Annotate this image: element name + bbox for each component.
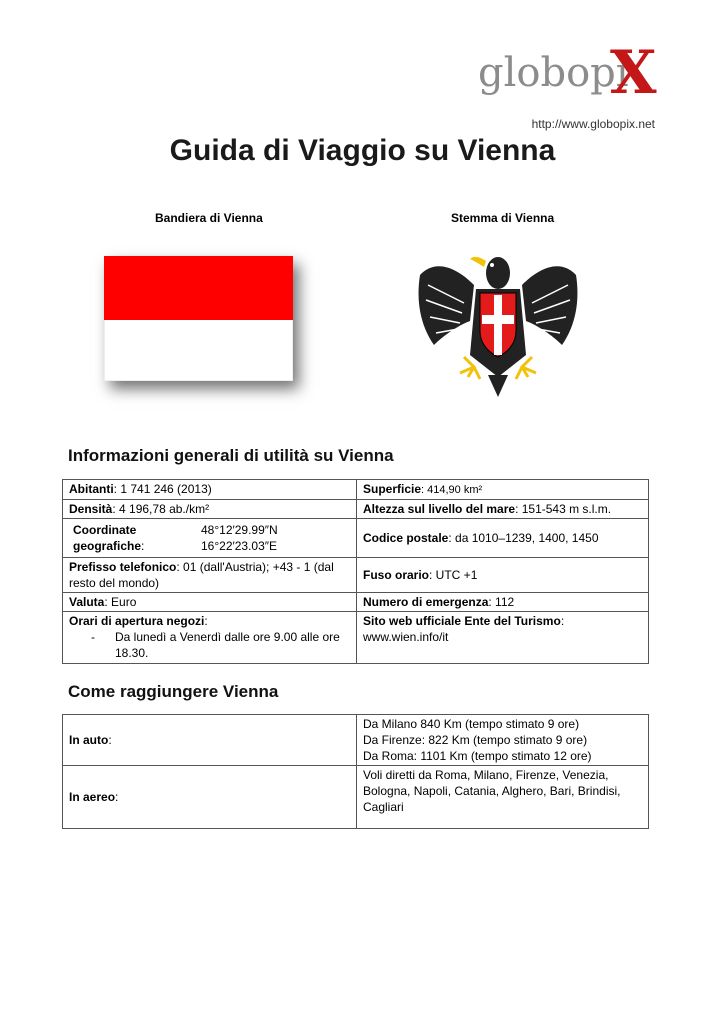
valuta-label: Valuta (69, 595, 105, 609)
altezza-label: Altezza sul livello del mare (363, 502, 516, 516)
coord-colon: : (141, 539, 145, 553)
aereo-colon: : (115, 790, 119, 804)
densita-label: Densità (69, 502, 113, 516)
coord-latitude: 48°12′29.99″N (201, 523, 278, 537)
table-row (63, 558, 649, 593)
sito-label: Sito web ufficiale Ente del Turismo (363, 614, 561, 628)
orari-list-item (69, 629, 350, 661)
table-row (63, 519, 649, 558)
cap-label: Codice postale (363, 531, 449, 545)
flag-white-stripe (104, 320, 293, 381)
emergenza-label: Numero di emergenza (363, 595, 489, 609)
auto-line: Da Milano 840 Km (tempo stimato 9 ore) (363, 717, 580, 731)
superficie-label: Superficie (363, 482, 422, 496)
auto-line: Da Firenze: 822 Km (tempo stimato 9 ore) (363, 733, 588, 747)
fuso-value: : UTC +1 (429, 568, 478, 582)
auto-colon: : (108, 733, 112, 747)
orari-value: Da lunedì a Venerdì dalle ore 9.00 alle ore 18.30. (115, 630, 340, 660)
aereo-label: In aereo (69, 790, 116, 804)
list-dash: - (91, 630, 95, 644)
orari-label: Orari di apertura negozi (69, 614, 205, 628)
flag-caption: Bandiera di Vienna (155, 211, 263, 225)
coord-label-2: geografiche (73, 539, 142, 553)
table-row (63, 500, 649, 519)
sito-colon: : (560, 614, 565, 628)
fuso-label: Fuso orario (363, 568, 430, 582)
globopix-logo (478, 38, 658, 114)
auto-label: In auto (69, 733, 109, 747)
sito-link[interactable]: www.wien.info/it (363, 630, 449, 644)
coord-label: Coordinate (73, 523, 137, 537)
page-title: Guida di Viaggio su Vienna (169, 134, 556, 167)
logo-text: globopi (478, 50, 629, 96)
vienna-flag (104, 256, 293, 381)
travel-table (62, 714, 649, 829)
coat-of-arms-eagle-icon (414, 245, 582, 401)
abitanti-value: : 1 741 246 (2013) (113, 482, 212, 496)
table-row (63, 593, 649, 612)
aereo-value: Voli diretti da Roma, Milano, Firenze, Venezia, Bologna, Napoli, Catania, Alghero, Bari, Brindisi, Cagliari (363, 768, 621, 814)
prefisso-label: Prefisso telefonico (69, 560, 177, 574)
info-heading: Informazioni generali di utilità su Vienna (68, 446, 394, 465)
emergenza-value: : 112 (488, 595, 515, 609)
coordinates (73, 522, 350, 554)
info-table (62, 479, 649, 664)
table-row (63, 715, 649, 766)
coord-longitude: 16°22′23.03″E (201, 539, 278, 553)
orari-colon: : (204, 614, 208, 628)
arms-caption: Stemma di Vienna (451, 211, 555, 225)
auto-line: Da Roma: 1101 Km (tempo stimato 12 ore) (363, 749, 592, 763)
travel-heading: Come raggiungere Vienna (68, 682, 279, 701)
abitanti-label: Abitanti (69, 482, 114, 496)
site-url[interactable]: http://www.globopix.net (531, 117, 655, 131)
table-row (63, 480, 649, 500)
cap-value: : da 1010–1239, 1400, 1450 (448, 531, 599, 545)
logo-x: X (610, 38, 657, 108)
table-row (63, 766, 649, 829)
prefisso-value: : 01 (dall'Austria); +43 - 1 (dal resto del mondo) (69, 560, 334, 590)
table-row (63, 612, 649, 664)
altezza-value: : 151-543 m s.l.m. (515, 502, 612, 516)
superficie-value: : 414,90 km² (421, 484, 483, 496)
valuta-value: : Euro (104, 595, 137, 609)
flag-red-stripe (104, 256, 293, 320)
densita-value: : 4 196,78 ab./km² (112, 502, 210, 516)
